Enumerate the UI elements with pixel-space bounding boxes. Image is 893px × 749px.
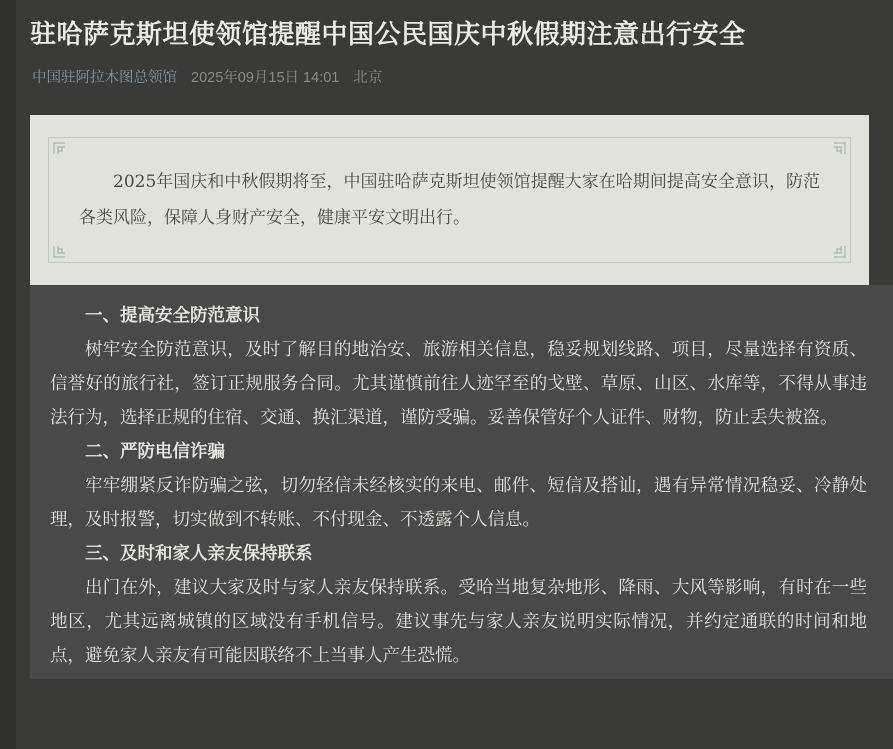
section-heading: 一、提高安全防范意识	[85, 306, 260, 326]
article-summary: 2025年国庆和中秋假期将至，中国驻哈萨克斯坦使领馆提醒大家在哈期间提高安全意识，防范各类风险，保障人身财产安全，健康平安文明出行。	[79, 172, 820, 228]
ornament-corner-icon	[816, 228, 846, 258]
meta-datetime: 2025年09月15日 14:01	[191, 70, 340, 86]
section-heading: 三、及时和家人亲友保持联系	[85, 544, 313, 564]
article-content	[16, 0, 893, 749]
ornament-corner-icon	[53, 228, 83, 258]
meta-place: 北京	[353, 70, 383, 86]
section-paragraph: 出门在外，建议大家及时与家人亲友保持联系。受哈当地复杂地形、降雨、大风等影响，有时在一些地区，尤其远离城镇的区域没有手机信号。建议事先与家人亲友说明实际情况，并约定通联的时间和地点，避免家人亲友有可能因联络不上当事人产生恐慌。	[50, 578, 867, 666]
section-heading: 二、严防电信诈骗	[85, 442, 225, 462]
ornament-corner-icon	[53, 142, 83, 172]
page-title: 驻哈萨克斯坦使领馆提醒中国公民国庆中秋假期注意出行安全	[30, 19, 746, 49]
ornament-corner-icon	[816, 142, 846, 172]
section-paragraph: 牢牢绷紧反诈防骗之弦，切勿轻信未经核实的来电、邮件、短信及搭讪，遇有异常情况稳妥、冷静处理，及时报警，切实做到不转账、不付现金、不透露个人信息。	[50, 476, 867, 530]
section-paragraph: 树牢安全防范意识，及时了解目的地治安、旅游相关信息，稳妥规划线路、项目，尽量选择有资质、信誉好的旅行社，签订正规服务合同。尤其谨慎前往人迹罕至的戈壁、草原、山区、水库等，不得从事违法行为，选择正规的住宿、交通、换汇渠道，谨防受骗。妥善保管好个人证件、财物，防止丢失被盗。	[50, 340, 867, 428]
summary-frame	[48, 137, 851, 263]
summary-panel	[30, 115, 869, 285]
article-meta	[16, 54, 893, 87]
meta-source[interactable]: 中国驻阿拉木图总领馆	[32, 70, 177, 86]
left-rail	[0, 0, 16, 749]
article-body	[30, 285, 893, 679]
